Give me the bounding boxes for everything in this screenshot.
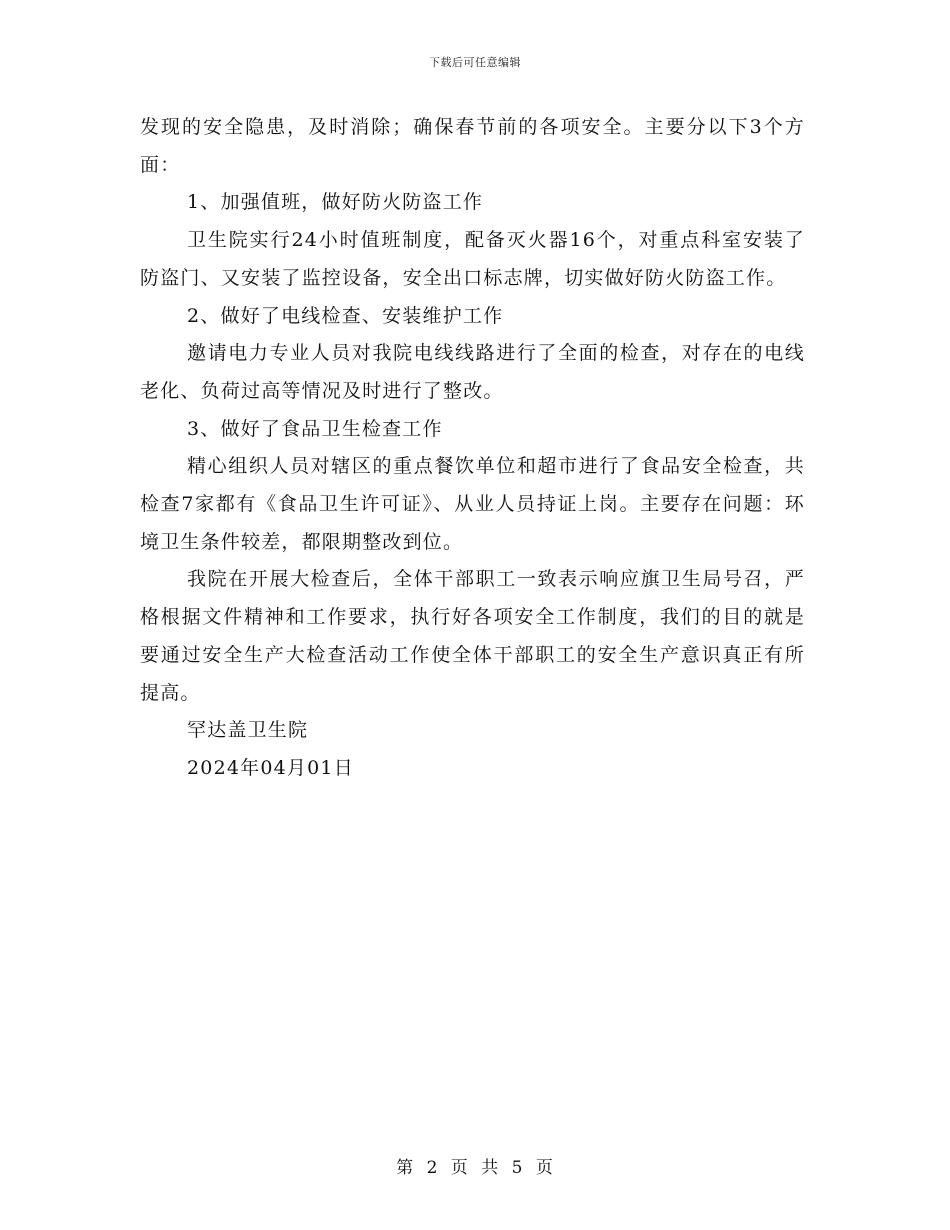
paragraph-continuation: 发现的安全隐患，及时消除；确保春节前的各项安全。主要分以下3个方面： xyxy=(140,116,805,176)
paragraph-wiring: 邀请电力专业人员对我院电线线路进行了全面的检查，对存在的电线老化、负荷过高等情况及时进行了整改。 xyxy=(140,342,805,402)
page-number: 第 2 页 共 5 页 xyxy=(396,1158,554,1178)
document-body xyxy=(140,109,805,788)
signature-organization: 罕达盖卫生院 xyxy=(187,719,309,742)
paragraph-fire-theft: 卫生院实行24小时值班制度，配备灭火器16个，对重点科室安装了防盗门、又安装了监控设备，安全出口标志牌，切实做好防火防盗工作。 xyxy=(140,229,805,289)
signature-date: 2024年04月01日 xyxy=(187,756,354,779)
page-header: 下载后可任意编辑 xyxy=(429,56,521,69)
section-heading-1: 1、加强值班，做好防火防盗工作 xyxy=(187,191,484,214)
section-heading-2: 2、做好了电线检查、安装维护工作 xyxy=(187,304,504,327)
paragraph-food-safety: 精心组织人员对辖区的重点餐饮单位和超市进行了食品安全检查，共检查7家都有《食品卫生许可证》、从业人员持证上岗。主要存在问题：环境卫生条件较差，都限期整改到位。 xyxy=(140,455,805,553)
paragraph-conclusion: 我院在开展大检查后，全体干部职工一致表示响应旗卫生局号召，严格根据文件精神和工作要求，执行好各项安全工作制度，我们的目的就是要通过安全生产大检查活动工作使全体干部职工的安全生产意识真正有所提高。 xyxy=(140,568,805,704)
section-heading-3: 3、做好了食品卫生检查工作 xyxy=(187,417,443,440)
